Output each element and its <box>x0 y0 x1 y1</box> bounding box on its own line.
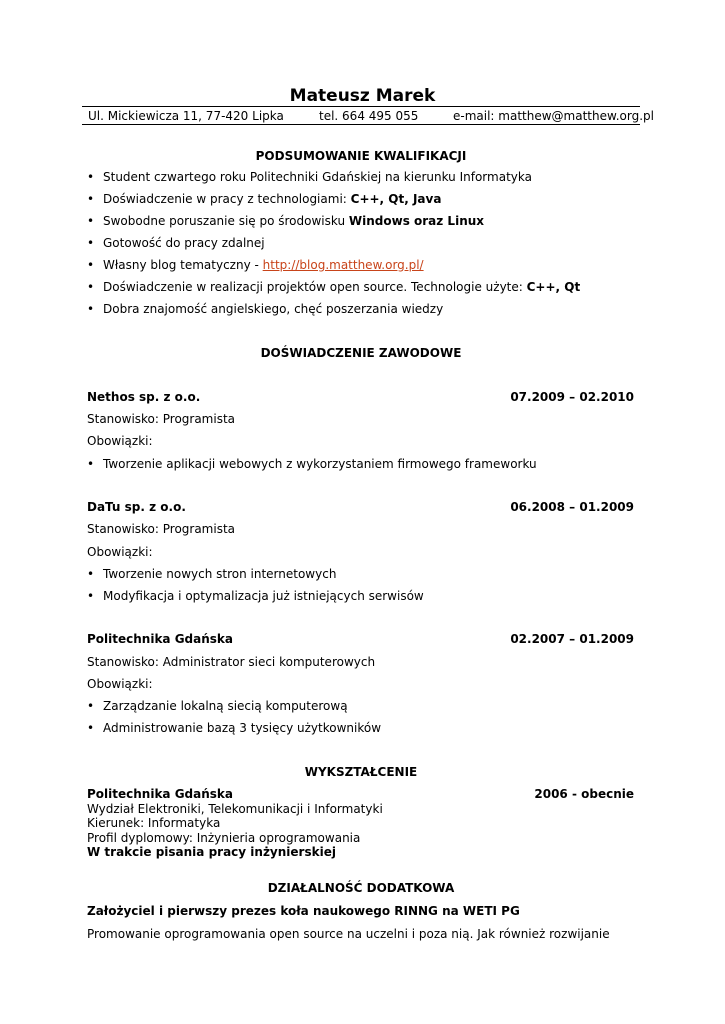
address-text: Ul. Mickiewicza 11, 77-420 Lipka <box>88 109 284 123</box>
bullet-icon: • <box>87 258 95 272</box>
job-duties-label: Obowiązki: <box>87 677 153 691</box>
email-text: e-mail: matthew@matthew.org.pl <box>453 109 654 123</box>
bullet-icon: • <box>87 699 95 713</box>
job-duty-item: • Modyfikacja i optymalizacja już istniejących serwisów <box>87 589 424 603</box>
job-company: DaTu sp. z o.o. <box>87 500 186 514</box>
qualification-item: • Dobra znajomość angielskiego, chęć poszerzania wiedzy <box>87 302 444 316</box>
bullet-icon: • <box>87 236 95 250</box>
education-profile: Profil dyplomowy: Inżynieria oprogramowania <box>87 831 361 845</box>
bullet-icon: • <box>87 567 95 581</box>
additional-heading: DZIAŁALNOŚĆ DODATKOWA <box>267 881 455 895</box>
qualification-item: • Swobodne poruszanie się po środowisku Windows oraz Linux <box>87 214 485 228</box>
job-dates: 06.2008 – 01.2009 <box>510 500 634 514</box>
bullet-icon: • <box>87 589 95 603</box>
education-faculty: Wydział Elektroniki, Telekomunikacji i Informatyki <box>87 802 383 816</box>
bullet-icon: • <box>87 457 95 471</box>
additional-text: Promowanie oprogramowania open source na uczelni i poza nią. Jak również rozwijanie <box>87 927 610 941</box>
header-top-rule <box>82 106 640 107</box>
job-company: Nethos sp. z o.o. <box>87 390 201 404</box>
bullet-icon: • <box>87 170 95 184</box>
education-school: Politechnika Gdańska <box>87 787 234 801</box>
job-position: Stanowisko: Administrator sieci komputerowych <box>87 655 376 669</box>
job-company: Politechnika Gdańska <box>87 632 234 646</box>
header-bottom-rule <box>82 124 640 125</box>
job-duty-item: • Administrowanie bazą 3 tysięcy użytkowników <box>87 721 382 735</box>
blog-link[interactable]: http://blog.matthew.org.pl/ <box>262 258 424 272</box>
bullet-icon: • <box>87 192 95 206</box>
education-dates: 2006 - obecnie <box>534 787 634 801</box>
qualification-item: • Student czwartego roku Politechniki Gdańskiej na kierunku Informatyka <box>87 170 532 184</box>
experience-heading: DOŚWIADCZENIE ZAWODOWE <box>260 346 462 360</box>
qualification-item: • Własny blog tematyczny - http://blog.matthew.org.pl/ <box>87 258 424 272</box>
phone-text: tel. 664 495 055 <box>319 109 419 123</box>
education-status: W trakcie pisania pracy inżynierskiej <box>87 845 336 859</box>
bullet-icon: • <box>87 280 95 294</box>
candidate-name: Mateusz Marek <box>289 86 436 106</box>
qualification-item: • Doświadczenie w realizacji projektów open source. Technologie użyte: C++, Qt <box>87 280 581 294</box>
bullet-icon: • <box>87 302 95 316</box>
job-dates: 07.2009 – 02.2010 <box>510 390 634 404</box>
bullet-icon: • <box>87 721 95 735</box>
qualification-item: • Gotowość do pracy zdalnej <box>87 236 265 250</box>
job-duty-item: • Tworzenie aplikacji webowych z wykorzystaniem firmowego frameworku <box>87 457 537 471</box>
job-duties-label: Obowiązki: <box>87 545 153 559</box>
job-position: Stanowisko: Programista <box>87 522 236 536</box>
job-duty-item: • Zarządzanie lokalną siecią komputerową <box>87 699 348 713</box>
education-heading: WYKSZTAŁCENIE <box>304 765 418 779</box>
job-dates: 02.2007 – 01.2009 <box>510 632 634 646</box>
job-duties-label: Obowiązki: <box>87 434 153 448</box>
additional-title: Założyciel i pierwszy prezes koła naukowego RINNG na WETI PG <box>87 904 520 918</box>
job-duty-item: • Tworzenie nowych stron internetowych <box>87 567 337 581</box>
qualification-item: • Doświadczenie w pracy z technologiami: C++, Qt, Java <box>87 192 442 206</box>
qualifications-heading: PODSUMOWANIE KWALIFIKACJI <box>255 149 467 163</box>
job-position: Stanowisko: Programista <box>87 412 236 426</box>
education-field: Kierunek: Informatyka <box>87 816 221 830</box>
bullet-icon: • <box>87 214 95 228</box>
